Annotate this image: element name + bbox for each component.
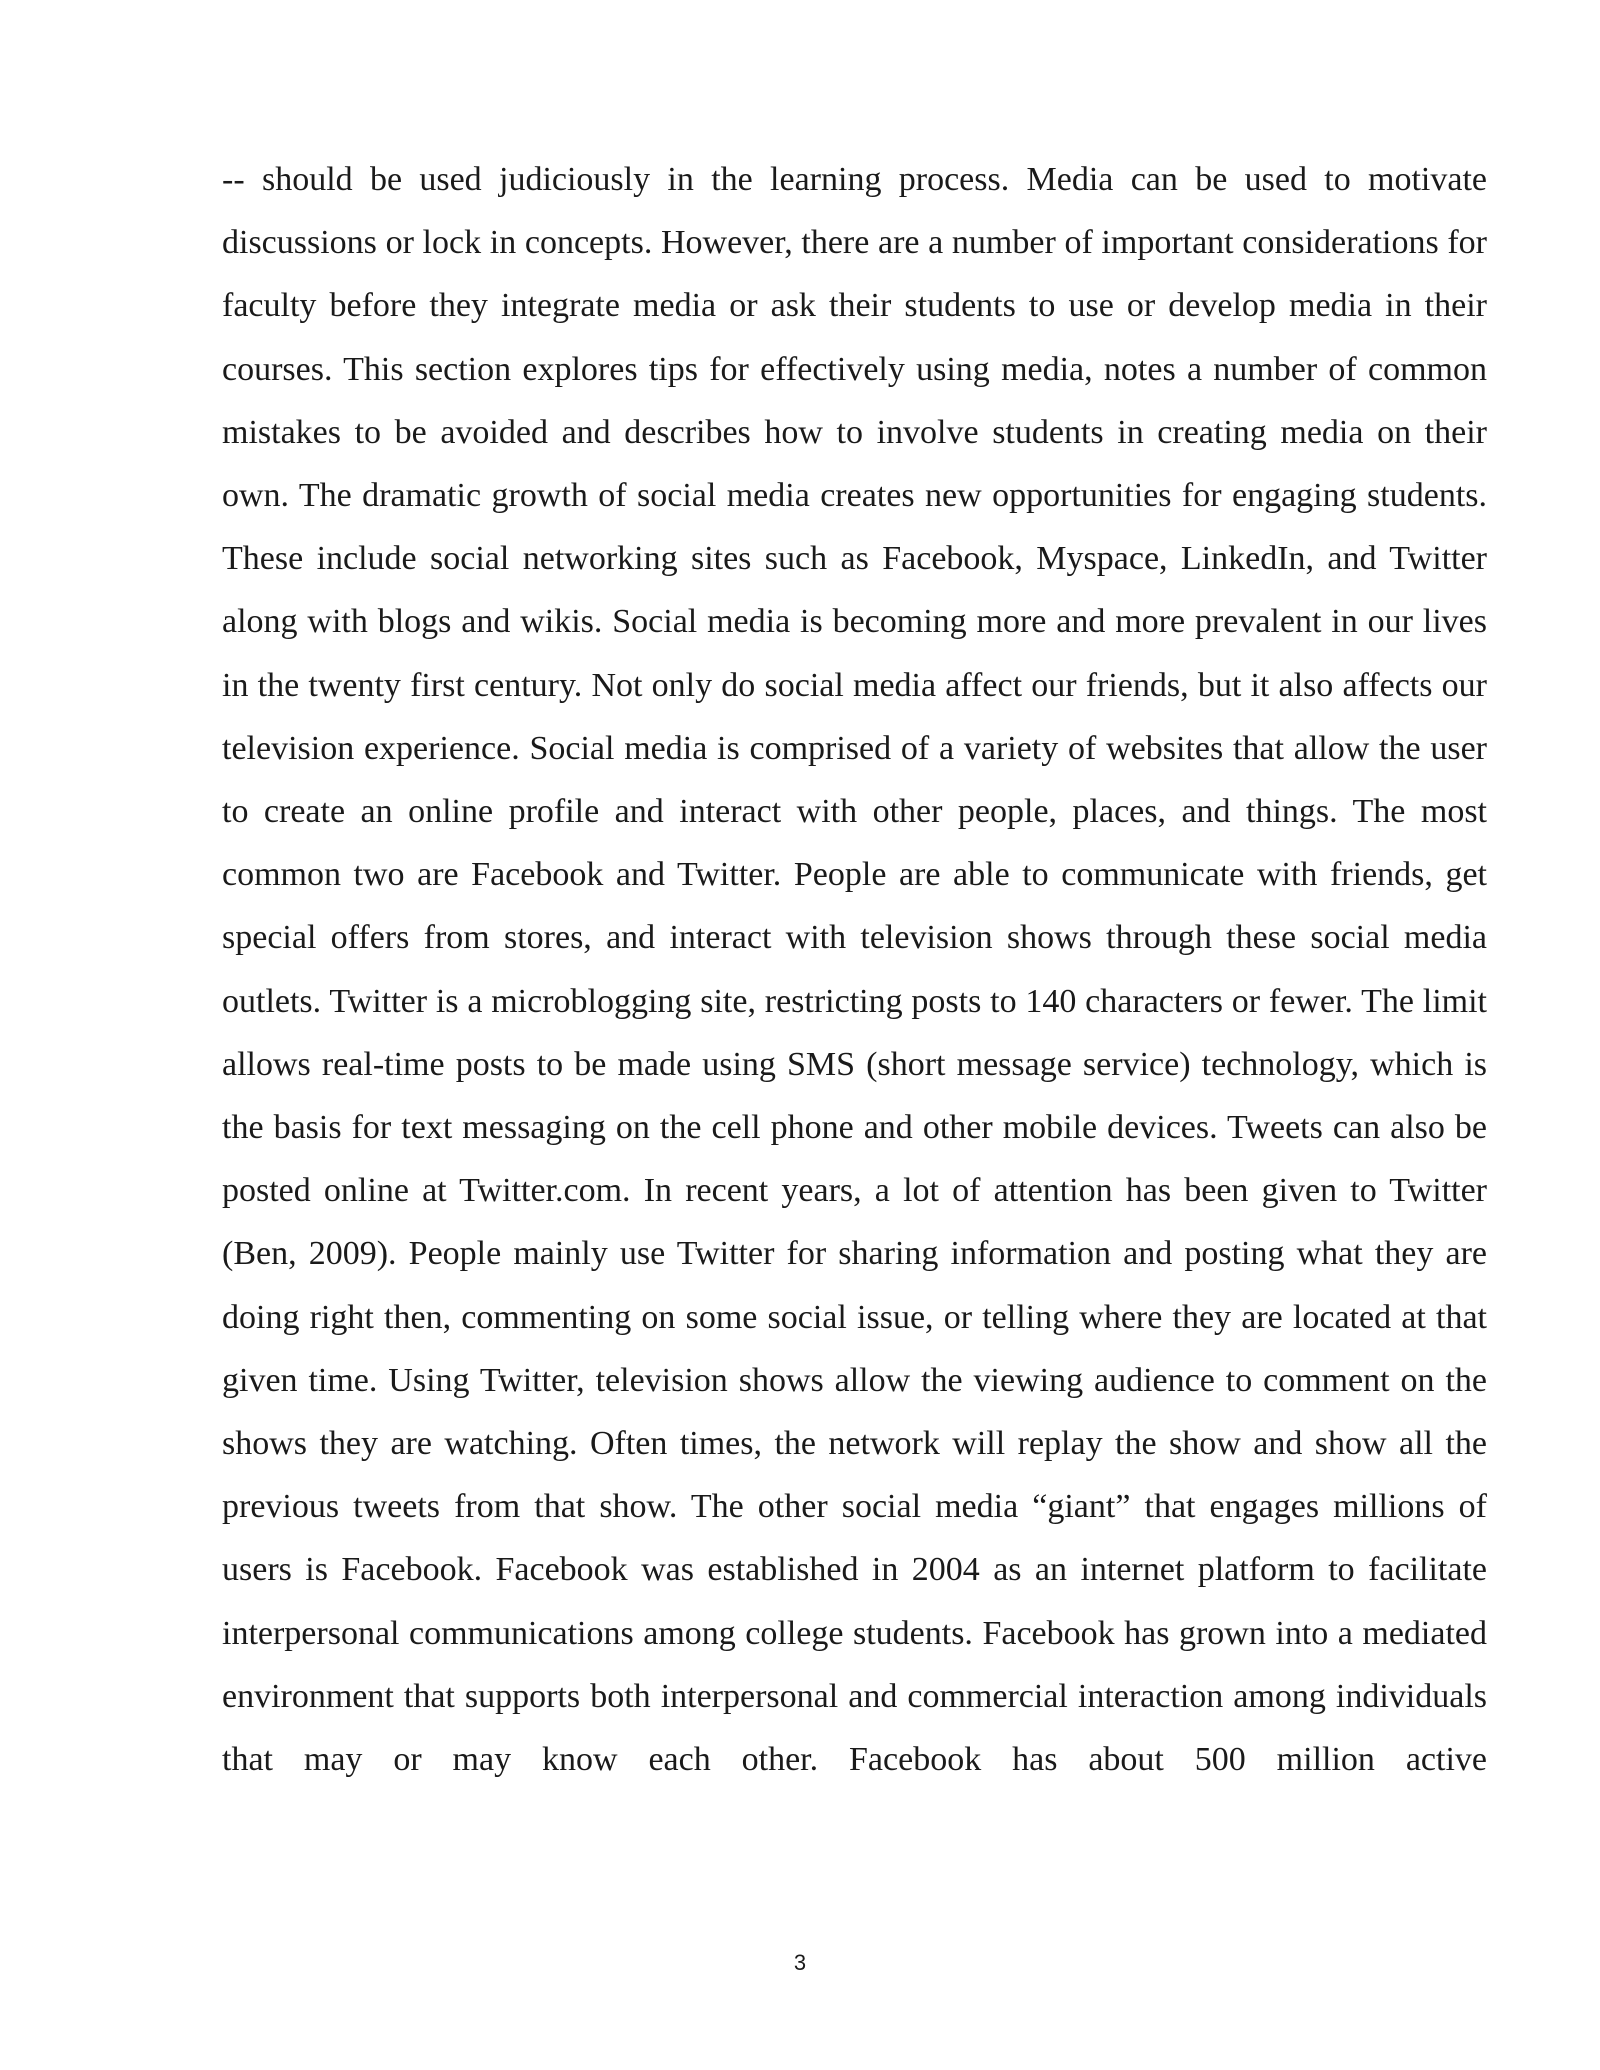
page-number: 3	[793, 1950, 807, 1975]
body-paragraph: -- should be used judiciously in the learning process. Media can be used to motivate discussions or lock in concepts. However, there are a number of important considerations for faculty before they integrate media or ask their students to use or develop media in their courses. This section explores tips for effectively using media, notes a number of common mistakes to be avoided and describes how to involve students in creating media on their own. The dramatic growth of social media creates new opportunities for engaging students. These include social networking sites such as Facebook, Myspace, LinkedIn, and Twitter along with blogs and wikis. Social media is becoming more and more prevalent in our lives in the twenty first century. Not only do social media affect our friends, but it also affects our television experience. Social media is comprised of a variety of websites that allow the user to create an online profile and interact with other people, places, and things. The most common two are Facebook and Twitter. People are able to communicate with friends, get special offers from stores, and interact with television shows through these social media outlets. Twitter is a microblogging site, restricting posts to 140 characters or fewer. The limit allows real-time posts to be made using SMS (short message service) technology, which is the basis for text messaging on the cell phone and other mobile devices. Tweets can also be posted online at Twitter.com. In recent years, a lot of attention has been given to Twitter (Ben, 2009). People mainly use Twitter for sharing information and posting what they are doing right then, commenting on some social issue, or telling where they are located at that given time. Using Twitter, television shows allow the viewing audience to comment on the shows they are watching. Often times, the network will replay the show and show all the previous tweets from that show. The other social media “giant” that engages millions of users is Facebook. Facebook was established in 2004 as an internet platform to facilitate interpersonal communications among college students. Facebook has grown into a mediated environment that supports both interpersonal and commercial interaction among individuals that may or may know each other. Facebook has about 500 million active	[222, 161, 1487, 1779]
